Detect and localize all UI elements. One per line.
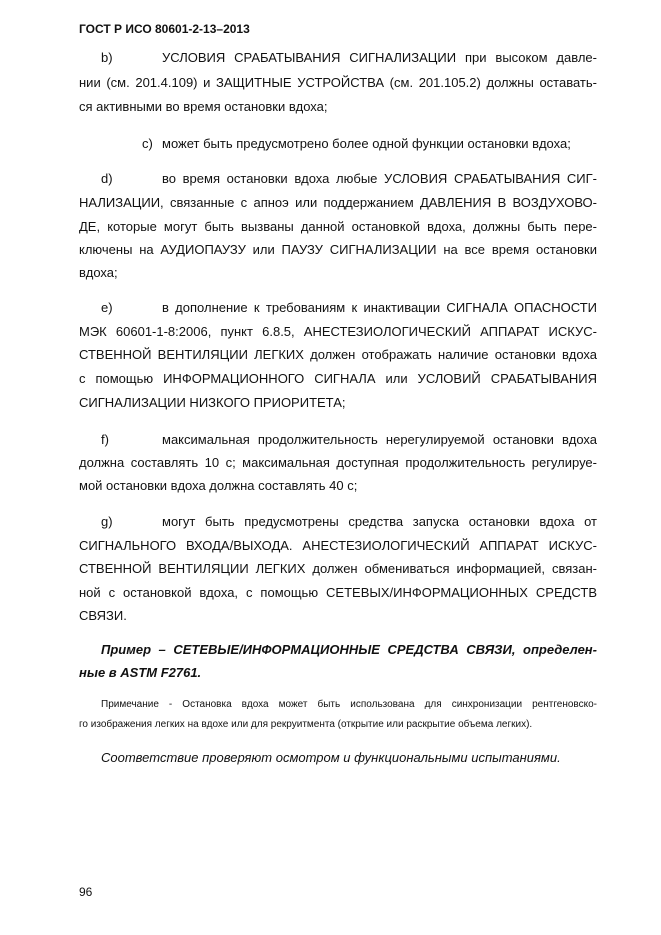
item-f-line-1: максимальная продолжительность нерегулируемой остановки вдоха <box>162 432 597 447</box>
document-header: ГОСТ Р ИСО 80601-2-13–2013 <box>79 22 250 36</box>
item-e-line-5: СИГНАЛИЗАЦИИ НИЗКОГО ПРИОРИТЕТА; <box>79 395 346 410</box>
item-e-marker: e) <box>101 300 113 315</box>
item-b-line-1: УСЛОВИЯ СРАБАТЫВАНИЯ СИГНАЛИЗАЦИИ при высоком давле- <box>162 50 597 65</box>
item-d-line-3: ДЕ, которые могут быть вызваны данной остановкой вдоха, должны быть пере- <box>79 219 597 234</box>
compliance-statement: Соответствие проверяют осмотром и функциональными испытаниями. <box>101 750 561 765</box>
item-e-line-2: МЭК 60601-1-8:2006, пункт 6.8.5, АНЕСТЕЗИОЛОГИЧЕСКИЙ АППАРАТ ИСКУС- <box>79 324 597 339</box>
item-d-line-2: НАЛИЗАЦИИ, связанные с апноэ или поддержанием ДАВЛЕНИЯ В ВОЗДУХОВО- <box>79 195 597 210</box>
item-d-line-5: вдоха; <box>79 265 118 280</box>
item-f-marker: f) <box>101 432 109 447</box>
item-d-line-1: во время остановки вдоха любые УСЛОВИЯ СРАБАТЫВАНИЯ СИГ- <box>162 171 597 186</box>
item-f-line-3: мой остановки вдоха должна составлять 40 с; <box>79 478 358 493</box>
note-line-1: Примечание - Остановка вдоха может быть использована для синхронизации рентгеновско- <box>101 699 597 710</box>
item-d-marker: d) <box>101 171 113 186</box>
item-b-marker: b) <box>101 50 113 65</box>
item-e-line-4: с помощью ИНФОРМАЦИОННОГО СИГНАЛА или УСЛОВИЙ СРАБАТЫВАНИЯ <box>79 371 597 386</box>
item-d-line-4: ключены на АУДИОПАУЗУ или ПАУЗУ СИГНАЛИЗАЦИИ на все время остановки <box>79 242 597 257</box>
item-e-line-1: в дополнение к требованиям к инактивации СИГНАЛА ОПАСНОСТИ <box>162 300 597 315</box>
item-g-line-2: СИГНАЛЬНОГО ВХОДА/ВЫХОДА. АНЕСТЕЗИОЛОГИЧЕСКИЙ АППАРАТ ИСКУС- <box>79 538 597 553</box>
item-g-line-4: ной с остановкой вдоха, с помощью СЕТЕВЫХ/ИНФОРМАЦИОННЫХ СРЕДСТВ <box>79 585 597 600</box>
item-c-marker: c) <box>142 136 153 151</box>
item-g-marker: g) <box>101 514 113 529</box>
item-g-line-3: СТВЕННОЙ ВЕНТИЛЯЦИИ ЛЕГКИХ должен обмениваться информацией, связан- <box>79 561 597 576</box>
item-f-line-2: должна составлять 10 с; максимальная доступная продолжительность регулируе- <box>79 455 597 470</box>
item-b-line-3: ся активными во время остановки вдоха; <box>79 99 328 114</box>
example-line-1: Пример – СЕТЕВЫЕ/ИНФОРМАЦИОННЫЕ СРЕДСТВА СВЯЗИ, определен- <box>101 642 597 657</box>
item-c-text: может быть предусмотрено более одной функции остановки вдоха; <box>162 136 571 151</box>
note-line-2: го изображения легких на вдохе или для рекруитмента (открытие или раскрытие объема легких). <box>79 719 533 730</box>
item-g-line-1: могут быть предусмотрены средства запуска остановки вдоха от <box>162 514 597 529</box>
item-b-line-2: нии (см. 201.4.109) и ЗАЩИТНЫЕ УСТРОЙСТВА (см. 201.105.2) должны оставать- <box>79 75 597 90</box>
item-g-line-5: СВЯЗИ. <box>79 608 127 623</box>
page-number: 96 <box>79 885 93 899</box>
item-e-line-3: СТВЕННОЙ ВЕНТИЛЯЦИИ ЛЕГКИХ должен отображать наличие остановки вдоха <box>79 347 597 362</box>
example-line-2: ные в ASTM F2761. <box>79 665 202 680</box>
